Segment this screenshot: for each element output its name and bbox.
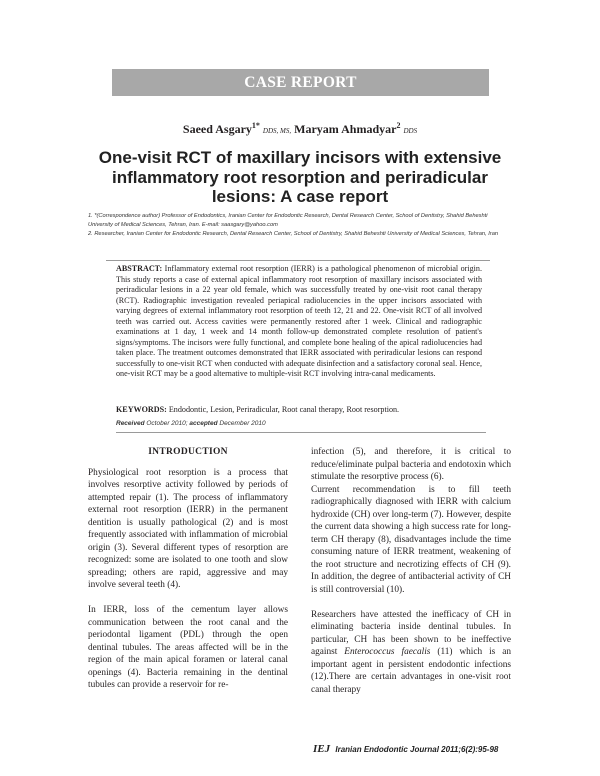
accepted-label: accepted: [189, 420, 218, 427]
journal-logo: IEJ: [313, 743, 331, 755]
keywords: [116, 405, 482, 416]
species-name: Enterococcus faecalis: [344, 647, 431, 657]
received-label: Received: [116, 420, 145, 427]
affiliation-item: 2. Researcher, Iranian Center for Endodontic Research, Dental Research Center, School of Dentistry, Shahid Beheshti University of Medical Sciences, Tehran, Iran: [88, 231, 499, 237]
keywords-label: KEYWORDS:: [116, 405, 167, 414]
author-line: [0, 118, 600, 139]
section-label: CASE REPORT: [244, 74, 357, 91]
affiliation-item: 1. *(Correspondence author) Professor of Endodontics, Iranian Center for Endodontic Research, Dental Research Center, School of Dentistry, Shahid Beheshti University of Medical Sciences, Tehran, Iran. E-mail: saasgary@yahoo.com: [88, 213, 488, 228]
author-marker: 2: [396, 121, 401, 130]
paragraph: Physiological root resorption is a process that involves resorptive activity followed by periods of attempted repair (1). The process of inflammatory external root resorption (IERR) in the permanent dentition is usually pathological (2) and is most frequently associated with inflammation of microbial origin (3). Several different types of resorption are recognized: some are isolated to one tooth and slow spreading; others are rapid, aggressive and may involve several teeth (4).: [88, 467, 288, 590]
paragraph-text: (11) which is an important agent in persistent endodontic infections (12).There are certain advantages in one-visit root canal therapy: [311, 647, 512, 695]
author-degrees: DDS: [403, 127, 418, 135]
keywords-text: Endodontic, Lesion, Periradicular, Root canal therapy, Root resorption.: [168, 405, 400, 414]
left-column: [88, 446, 288, 692]
journal-citation: Iranian Endodontic Journal 2011;6(2):95-98: [335, 745, 499, 754]
accepted-date: December 2010: [219, 420, 266, 427]
author-name: Saeed Asgary: [182, 122, 252, 136]
affiliations: [88, 212, 514, 239]
paragraph: In IERR, loss of the cementum layer allows communication between the root canal and the periodontal ligament (PDL) through the open dentinal tubules. The areas affected will be in the region of the main apical foramen or lateral canal openings (4). Bacteria remaining in the dentinal tubules can provide a reservoir for re-: [88, 605, 288, 690]
case-report-banner: [112, 69, 489, 96]
paragraph: [311, 609, 511, 697]
paragraph-text: Researchers have attested the inefficacy of CH in eliminating bacteria inside dentinal tubules. In particular, CH has been shown to be ineffective against: [311, 609, 511, 657]
paragraph: Current recommendation is to fill teeth radiographically diagnosed with IERR with calcium hydroxide (CH) over long-term (7). However, despite the current data showing a high success rate for long-term CH therapy (8), disadvantages include the time consuming nature of IERR treatment, weakening of the root structure and necrotizing effects of CH (9). In addition, the degree of antibacterial activity of CH is still controversial (10).: [311, 484, 511, 595]
received-dates: [116, 419, 486, 433]
received-date: October 2010;: [146, 420, 188, 427]
paragraph: infection (5), and therefore, it is critical to reduce/eliminate pulpal bacteria and endotoxin which stimulate the resorptive process (6).: [311, 447, 511, 482]
author-name: Maryam Ahmadyar: [294, 122, 397, 136]
author-marker: 1*: [251, 121, 260, 130]
author-degrees: DDS, MS,: [262, 127, 292, 135]
journal-footer: [313, 743, 513, 755]
section-heading: INTRODUCTION: [148, 447, 228, 457]
abstract-text: Inflammatory external root resorption (IERR) is a pathological phenomenon of microbial origin. This study reports a case of external apical inflammatory root resorption of maxillary incisors associated with periradicular lesions in a 22 year old female, which was successfully treated by one-visit root canal therapy (RCT). Radiographic investigation revealed periapical radiolucencies in the upper incisors associated with varying degrees of external inflammatory root resorption of teeth 12, 21 and 22. One-visit RCT of all involved teeth was carried out. Access cavities were permanently restored after 1 week. Clinical and radiographic examinations at 1 day, 1 week and 14 month follow-up demonstrated complete resolution of patient's signs/symptoms. The incisors were fully functional, and complete bone healing of the apical radiolucencies had taken place. The treatment outcomes demonstrated that IERR associated with periradicular lesions can respond successfully to one-visit RCT when conducted with adequate disinfection and a satisfactory coronal seal. Hence, one-visit RCT may be a good alternative to multiple-visit RCT involving intra-canal medicaments.: [116, 264, 482, 379]
article-title: One-visit RCT of maxillary incisors with extensive inflammatory root resorption and periradicular lesions: A case report: [98, 148, 502, 206]
abstract: [116, 264, 482, 380]
right-column: [311, 446, 511, 696]
abstract-label: ABSTRACT:: [116, 264, 163, 273]
